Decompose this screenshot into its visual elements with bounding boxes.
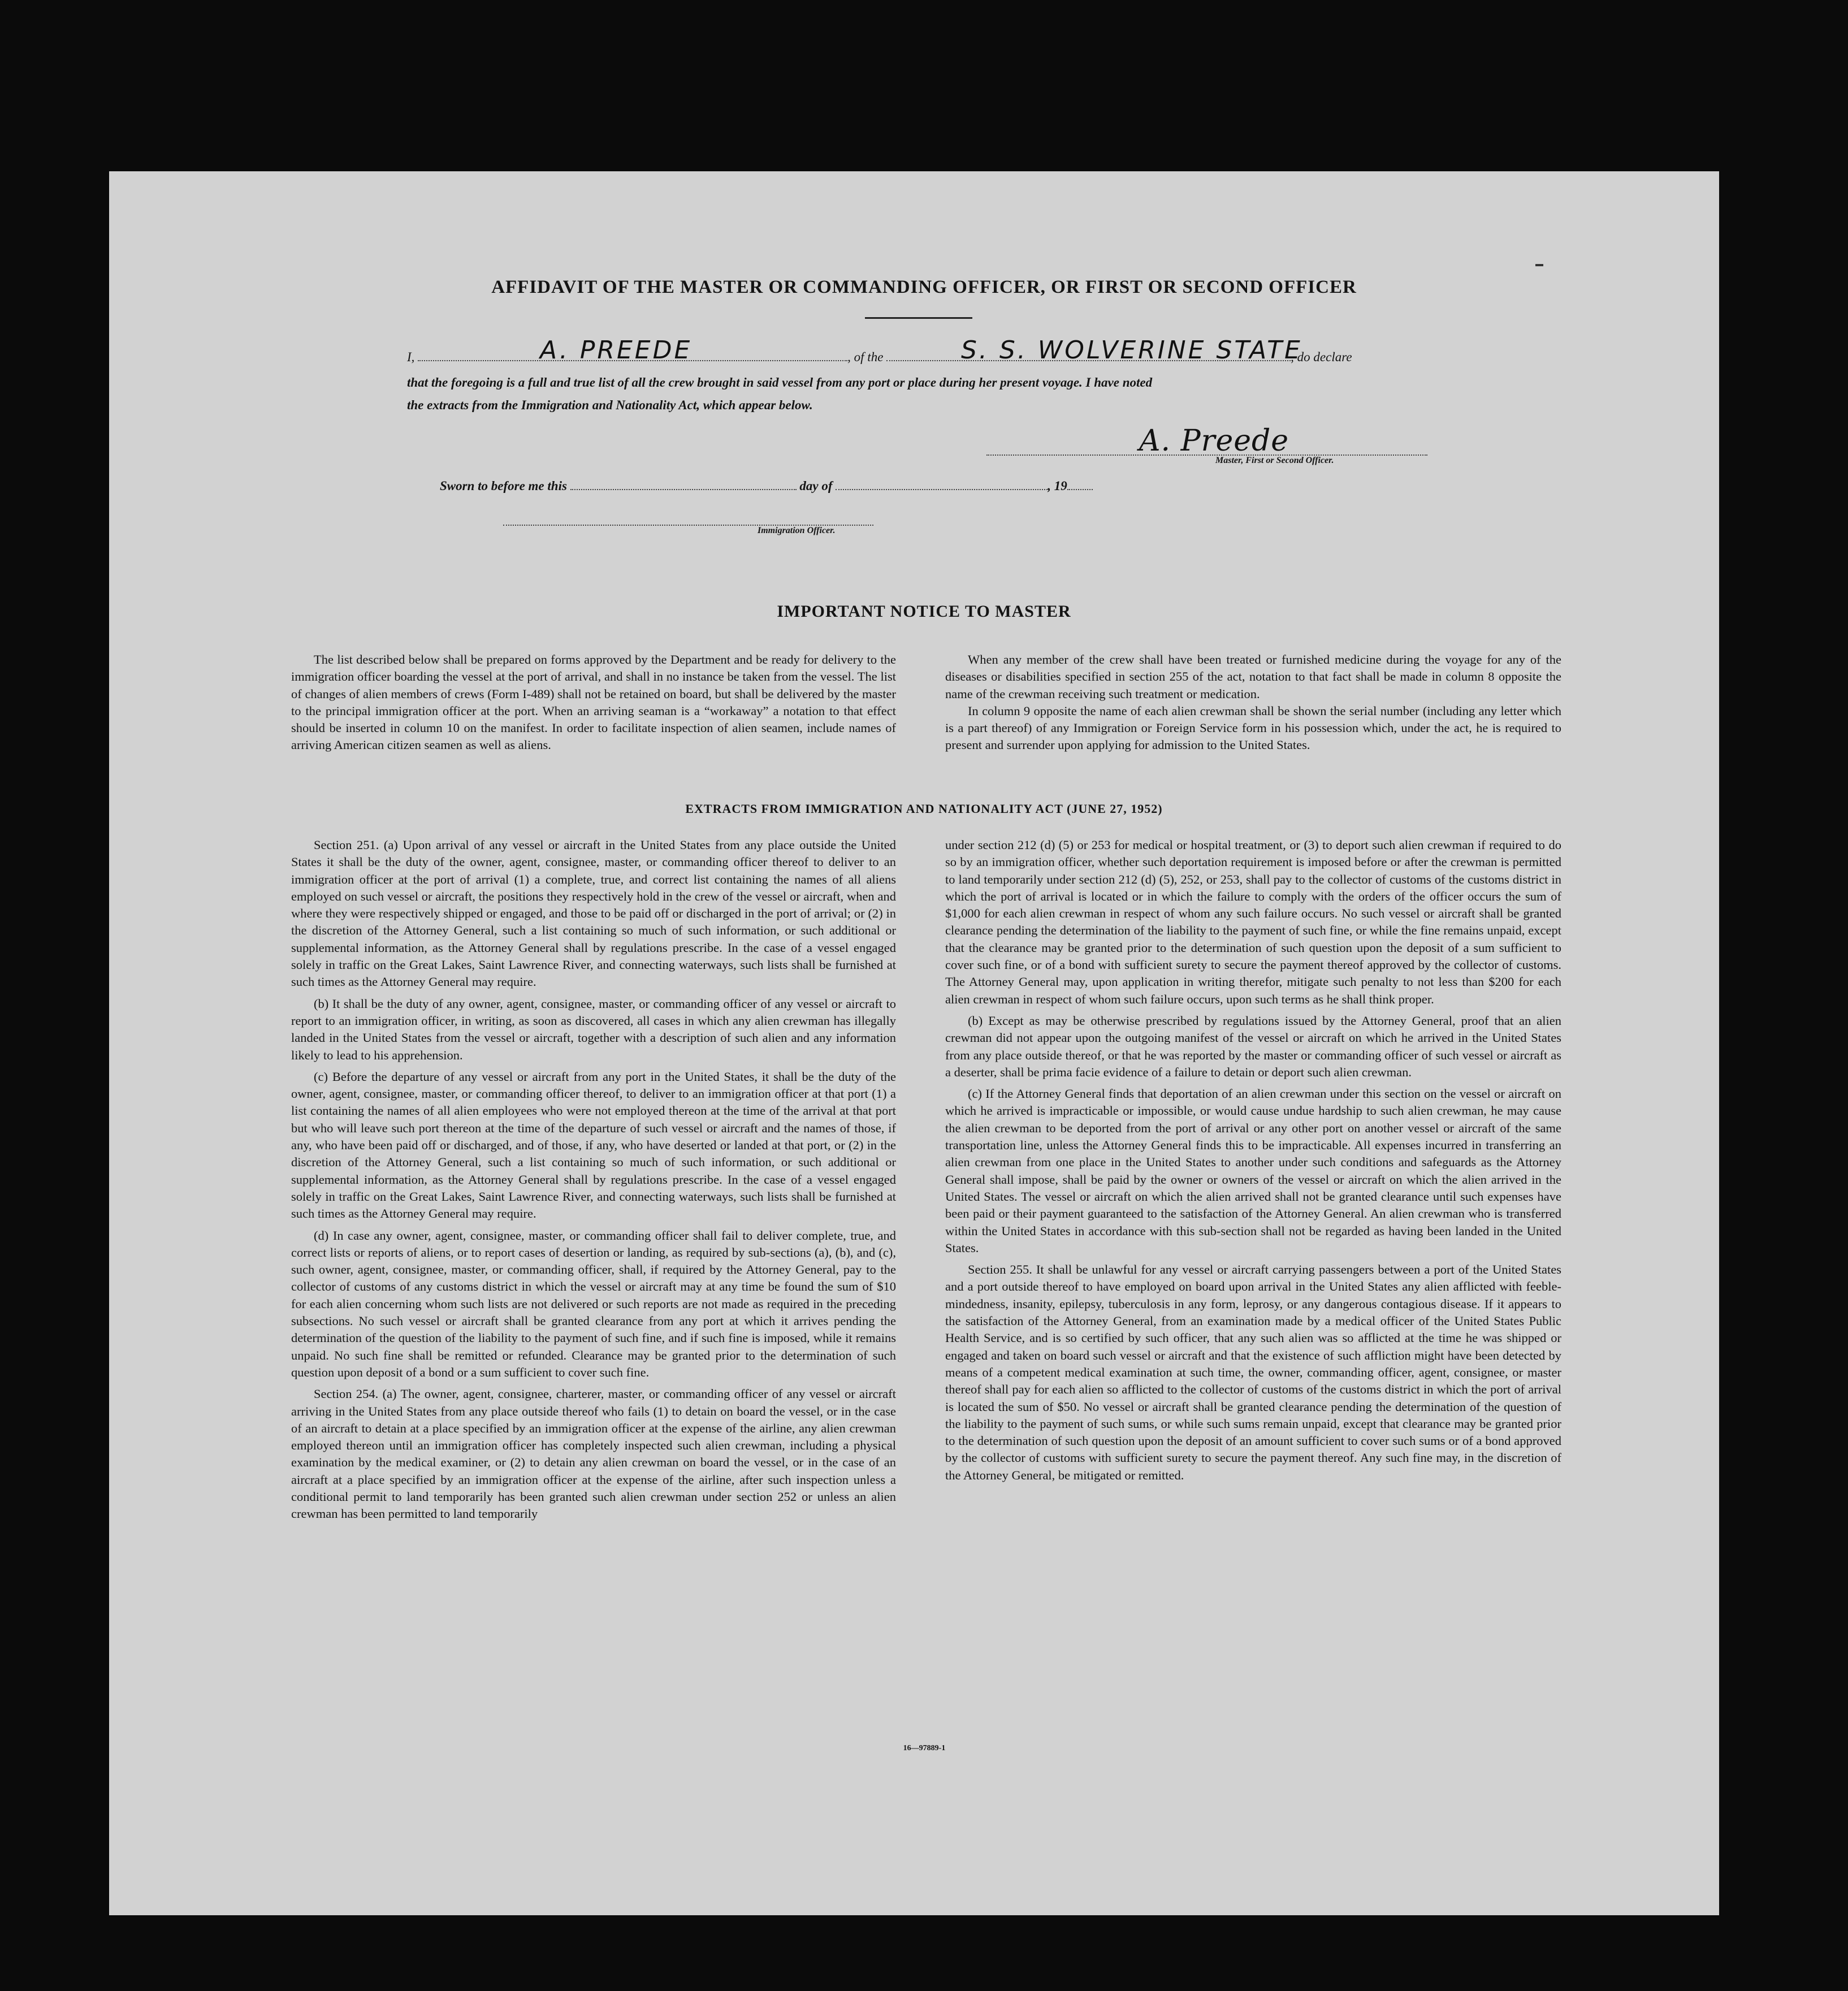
year-label: , 19 <box>1048 479 1067 493</box>
section-251-b: (b) It shall be the duty of any owner, agent, consignee, master, or commanding officer of any vessel or aircraft to report to an immigration officer, in writing, as soon as discovered, all cases in which any alien crewman has illegally landed in the United States from the vessel or aircraft, together with a description of such alien and any information likely to lead to his apprehension. <box>291 996 896 1062</box>
declare-label: , do declare <box>1291 350 1352 364</box>
notice-right-column <box>945 651 1561 754</box>
declaration-line-2: that the foregoing is a full and true list of all the crew brought in said vessel from any port or place during her present voyage. I have noted <box>407 375 1153 389</box>
section-251-c: (c) Before the departure of any vessel or aircraft from any port in the United States, it shall be the duty of the owner, agent, consignee, master, or commanding officer thereof, to deliver to an immigration officer at that port (1) a list containing the names of all alien employees who were not employed thereon at the time of the arrival at that port but who will leave such port thereon at the time of the departure of such vessel or aircraft and the names of those, if any, who have been paid off or discharged, and of those, if any, who have deserted or landed at that port, or (2) in the discretion of the Attorney General, such a list containing so much of such information, or such additional or supplemental information, as the Attorney General shall by regulations prescribe. In the case of a vessel engaged solely in traffic on the Great Lakes, Saint Lawrence River, and connecting waterways, such lists shall be furnished at such times as the Attorney General may require. <box>291 1069 896 1221</box>
vessel-name-handwritten: S. S. WOLVERINE STATE <box>961 336 1302 365</box>
notice-right-paragraph-1: When any member of the crew shall have been treated or furnished medicine during the voyage for any of the diseases or disabilities specified in section 255 of the act, notation to that fact shall be made in column 8 opposite the name of the crewman receiving such treatment or medication. <box>945 652 1561 701</box>
section-254-a-continued: under section 212 (d) (5) or 253 for medical or hospital treatment, or (3) to deport such alien crewman if required to do so by an immigration officer, whether such deportation requirement is imposed before or after the crewman is permitted to land temporarily under section 212 (d) (5), 252, or 253, shall pay to the collector of customs of the customs district in which the port of arrival is located or in which the failure to comply with the orders of the officer occurs the sum of $1,000 for each alien crewman in respect of whom any such failure occurs. No such vessel or aircraft shall be granted clearance pending the determination of the liability to the payment of such fine, or while the fine remains unpaid, except that the clearance may be granted prior to the determination of such question upon the deposit of a sum sufficient to cover such fine, or of a bond with sufficient surety to secure the payment thereof approved by the collector of customs. The Attorney General may, upon application in writing therefor, mitigate such penalty to not less than $200 for each alien crewman in respect of whom such failure occurs, upon such terms as he shall think proper. <box>945 838 1561 1006</box>
signature-caption: Master, First or Second Officer. <box>1215 456 1334 465</box>
title-divider <box>865 317 972 319</box>
of-the-label: , of the <box>847 350 884 364</box>
sworn-year-line <box>1067 480 1093 490</box>
affidavit-title: AFFIDAVIT OF THE MASTER OR COMMANDING OFFICER, OR FIRST OR SECOND OFFICER <box>491 277 1357 297</box>
declaration-line-3: the extracts from the Immigration and Nationality Act, which appear below. <box>407 398 813 412</box>
section-251-a: Section 251. (a) Upon arrival of any vessel or aircraft in the United States from any place outside the United States it shall be the duty of the owner, agent, consignee, master, or commanding officer thereof to deliver to an immigration officer at the port of arrival (1) a complete, true, and correct list containing the names of all aliens employed on such vessel or aircraft, the positions they respectively hold in the crew of the vessel or aircraft, when and where they were respectively shipped or engaged, and those to be paid off or discharged in the port of arrival; or (2) in the discretion of the Attorney General, such a list containing so much of such information, or such additional or supplemental information, as the Attorney General shall by regulations prescribe. In the case of a vessel engaged solely in traffic on the Great Lakes, Saint Lawrence River, and connecting waterways, such lists shall be furnished at such times as the Attorney General may require. <box>291 838 896 989</box>
notice-right-paragraph-2: In column 9 opposite the name of each alien crewman shall be shown the serial number (including any letter which is a part thereof) of any Immigration or Foreign Service form in his possession which, under the act, he is required to present and surrender upon applying for admission to the United States. <box>945 703 1561 752</box>
stray-mark <box>1535 264 1543 266</box>
notice-left-column <box>291 651 896 754</box>
sworn-month-line <box>836 480 1048 490</box>
notice-title: IMPORTANT NOTICE TO MASTER <box>777 602 1071 621</box>
extracts-title: EXTRACTS FROM IMMIGRATION AND NATIONALITY ACT (JUNE 27, 1952) <box>685 802 1163 816</box>
form-number: 16—97889-1 <box>903 1744 946 1752</box>
officer-caption: Immigration Officer. <box>758 526 836 535</box>
master-signature: A. Preede <box>1139 424 1289 458</box>
sworn-line <box>440 475 1175 497</box>
extracts-left-column <box>291 837 896 1527</box>
extracts-right-column <box>945 837 1561 1488</box>
sworn-label: Sworn to before me this <box>440 479 567 493</box>
section-255: Section 255. It shall be unlawful for any vessel or aircraft carrying passengers between a port of the United States and a port outside thereof to have employed on board upon arrival in the United States any alien afflicted with feeble-mindedness, insanity, epilepsy, tuberculosis in any form, leprosy, or any dangerous contagious disease. If it appears to the satisfaction of the Attorney General, from an examination made by a medical officer of the United States Public Health Service, and is so certified by such officer, that any such alien was so afflicted at the time he was shipped or engaged and taken on board such vessel or aircraft and that the existence of such affliction might have been detected by means of a competent medical examination at such time, the owner, commanding officer, agent, consignee, or master thereof shall pay for each alien so afflicted to the collector of customs of the customs district in which the port of arrival is located the sum of $50. No vessel or aircraft shall be granted clearance pending the determination of the question of the liability to the payment of such sums, or while such sums remain unpaid, except that clearance may be granted prior to the determination of such question upon the deposit of an amount sufficient to cover such sums or of a bond approved by the collector of customs with sufficient surety to secure the payment thereof. Any such fine may, in the discretion of the Attorney General, be mitigated or remitted. <box>945 1262 1561 1482</box>
master-name-handwritten: A. PREEDE <box>540 336 693 365</box>
section-251-d: (d) In case any owner, agent, consignee, master, or commanding officer shall fail to deliver complete, true, and correct lists or reports of aliens, or to report cases of desertion or landing, as required by sub-sections (a), (b), and (c), such owner, agent, consignee, master, or commanding officer, shall, if required by the Attorney General, pay to the collector of customs of any customs district in which the vessel or aircraft may at any time be found the sum of $10 for each alien concerning whom such lists are not delivered or such reports are not made as required in the preceding subsections. No such vessel or aircraft shall be granted clearance from any port at which it arrives pending the determination of the question of the liability to the payment of such fine, and if such fine is imposed, while it remains unpaid. No such fine shall be remitted or refunded. Clearance may be granted prior to the determination of such question upon deposit of a bond or a sum sufficient to cover such fine. <box>291 1228 896 1379</box>
section-254-b: (b) Except as may be otherwise prescribed by regulations issued by the Attorney General, proof that an alien crewman did not appear upon the outgoing manifest of the vessel or aircraft on which he arrived in the United States from any place outside thereof, or that he was reported by the master or commanding officer of such vessel or aircraft as a deserter, shall be prima facie evidence of a failure to detain or deport such alien crewman. <box>945 1013 1561 1079</box>
immigration-officer-line <box>503 516 873 526</box>
day-of-label: day of <box>799 479 833 493</box>
section-254-a: Section 254. (a) The owner, agent, consignee, charterer, master, or commanding officer of any vessel or aircraft arriving in the United States from any place outside thereof who fails (1) to detain on board the vessel, or in the case of an aircraft to detain at a place specified by an immigration officer at the expense of the airline, any alien crewman employed thereon until an immigration officer has completely inspected such alien crewman, including a physical examination by the medical examiner, or (2) to detain any alien crewman on board the vessel, or in the case of an aircraft at a place specified by an immigration officer at the expense of the airline, after such inspection unless a conditional permit to land temporarily has been granted such alien crewman under section 252 or unless an alien crewman has been permitted to land temporarily <box>291 1387 896 1521</box>
section-254-c: (c) If the Attorney General finds that deportation of an alien crewman under this section on the vessel or aircraft on which he arrived is impracticable or impossible, or would cause undue hardship to such alien crewman, he may cause the alien crewman to be deported from the port of arrival or any other port on another vessel or aircraft of the same transportation line, unless the Attorney General finds this to be impracticable. All expenses incurred in transferring an alien crewman from one place in the United States to another under such conditions and safeguards as the Attorney General shall impose, shall be paid by the owner or owners of the vessel or aircraft on which the alien arrived in the United States. The vessel or aircraft on which the alien arrived shall not be granted clearance until such expenses have been paid or their payment guaranteed to the satisfaction of the Attorney General. An alien crewman who is transferred within the United States in accordance with this sub-section shall not be regarded as having been landed in the United States. <box>945 1087 1561 1255</box>
i-label: I, <box>407 350 415 364</box>
sworn-day-line <box>570 480 797 490</box>
notice-left-paragraph: The list described below shall be prepared on forms approved by the Department and be ready for delivery to the immigration officer boarding the vessel at the port of arrival, and shall in no instance be taken from the vessel. The list of changes of alien members of crews (Form I-489) shall not be retained on board, but shall be delivered by the master to the principal immigration officer at the port. When an arriving seaman is a “workaway” a notation to that effect should be inserted in column 10 on the manifest. In order to facilitate inspection of alien seamen, include names of arriving American citizen seamen as well as aliens. <box>291 652 896 752</box>
